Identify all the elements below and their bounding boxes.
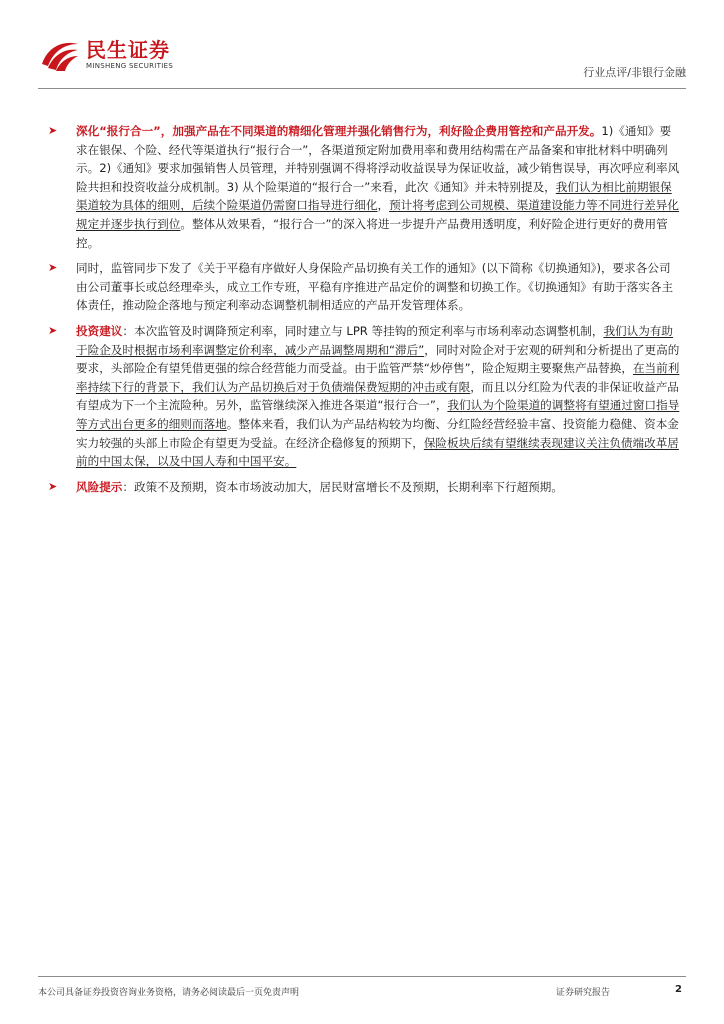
bullet-arrow-icon: ➤ bbox=[48, 323, 58, 337]
underlined-text: 我们认为有助于险企及时根据市场利率调整定价利率，减少产品调整周期和“滞后” bbox=[76, 323, 674, 357]
underlined-text: 我们认为相比前期银保渠道较为具体的细则，后续个险渠道仍需窗口指导进行细化 bbox=[76, 179, 672, 213]
report-body bbox=[48, 122, 680, 503]
highlighted-text: 深化“报行合一”，加强产品在不同渠道的精细化管理并强化销售行为，利好险企费用管控和产品开发。 bbox=[76, 124, 602, 138]
highlighted-text: 风险提示 bbox=[76, 479, 123, 494]
underlined-text: 我们认为个险渠道的调整将有望通过窗口指导等方式出台更多的细则而落地 bbox=[76, 398, 680, 431]
body-text: ， bbox=[377, 198, 390, 213]
underlined-text: 预计将考虑到公司规模、渠道建设能力等不同进行差异化规定并逐步执行到位 bbox=[76, 198, 679, 231]
bullet-paragraph bbox=[48, 122, 680, 252]
header-divider bbox=[38, 88, 686, 89]
footer-doc-type: 证券研究报告 bbox=[556, 988, 611, 998]
bullet-arrow-icon: ➤ bbox=[48, 479, 58, 493]
company-logo bbox=[38, 38, 173, 72]
page-header bbox=[0, 0, 724, 90]
body-text: 。整体来看，我们认为产品结构较为均衡、分红险经营经验丰富、投资能力稳健、资本金实力较强的头部上市险企有望更为受益。在经济企稳修复的预期下， bbox=[76, 416, 679, 450]
body-text: ：政策不及预期，资本市场波动加大，居民财富增长不及预期，长期利率下行超预期。 bbox=[122, 479, 563, 494]
underlined-text: 保险板块后续有望继续表现建议关注负债端改革居前的中国太保，以及中国人寿和中国平安。 bbox=[76, 435, 679, 469]
report-category: 行业点评/非银行金融 bbox=[583, 66, 686, 79]
minsheng-logo-icon bbox=[38, 38, 80, 72]
page-number: 2 bbox=[675, 984, 682, 995]
logo-english-name: MINSHENG SECURITIES bbox=[86, 62, 174, 70]
underlined-text: 在当前利率持续下行的背景下，我们认为产品切换后对于负债端保费短期的冲击或有限 bbox=[76, 361, 680, 394]
body-text: 同时，监管同步下发了《关于平稳有序做好人身保险产品切换有关工作的通知》(以下简称《切换通知》)，要求各公司由公司董事长或总经理牵头，成立工作专班，平稳有序推进产品定价的调整和切换工作。《切换通知》有助于落实各主体责任，推动险企落地与预定利率动态调整机制相适应的产品开发管理体系。 bbox=[76, 261, 674, 313]
bullet-paragraph bbox=[48, 478, 680, 497]
bullet-arrow-icon: ➤ bbox=[48, 261, 58, 275]
bullet-paragraph bbox=[48, 322, 680, 471]
body-text: ，同时对险企对于宏观的研判和分析提出了更高的要求，头部险企有望凭借更强的综合经营能力而受益。由于监管严禁“炒停售”，险企短期主要聚焦产品替换， bbox=[76, 342, 680, 376]
footer-divider bbox=[38, 976, 686, 977]
logo-chinese-name: 民生证券 bbox=[86, 38, 170, 62]
footer-disclaimer: 本公司具备证券投资咨询业务资格，请务必阅读最后一页免责声明 bbox=[38, 988, 300, 998]
body-text: ，而且以分红险为代表的非保证收益产品有望成为下一个主流险种。另外，监管继续深入推进各渠道“报行合一”， bbox=[76, 379, 679, 413]
bullet-arrow-icon: ➤ bbox=[48, 124, 58, 137]
highlighted-text: 投资建议 bbox=[76, 323, 123, 338]
body-text: 。整体从效果看，“报行合一”的深入将进一步提升产品费用透明度，利好险企进行更好的费用管控。 bbox=[76, 216, 668, 250]
body-text: 1)《通知》要求在银保、个险、经代等渠道执行“报行合一”，各渠道预定附加费用率和费用结构需在产品备案和审批材料中明确列示。2)《通知》要求加强销售人员管理，并特别强调不得将浮动收益误导为保证收益，减少销售误导，再次呼应利率风险共担和投资收益分成机制。3) 从个险渠道的“报行合一”来看，此次《通知》并未特别提及， bbox=[76, 124, 680, 194]
body-text: ：本次监管及时调降预定利率，同时建立与 LPR 等挂钩的预定利率与市场利率动态调整机制， bbox=[122, 323, 604, 338]
bullet-paragraph bbox=[48, 259, 680, 315]
